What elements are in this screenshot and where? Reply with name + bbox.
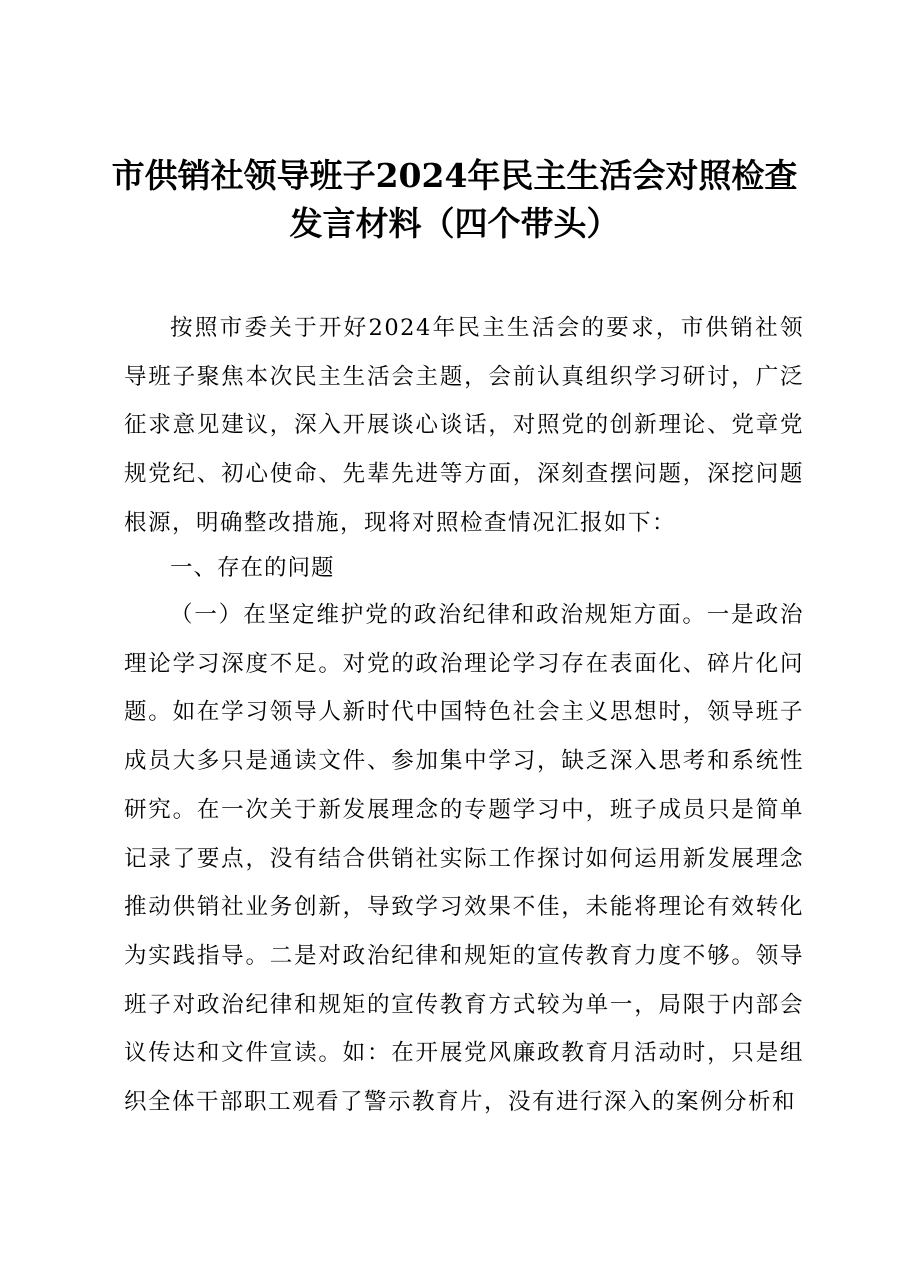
section-heading-problems: 一、存在的问题 [170, 555, 335, 581]
intro-paragraph: 按照市委关于开好2024年民主生活会的要求，市供销社领导班子聚焦本次民主生活会主题，会前认真组织学习研讨，广泛征求意见建议，深入开展谈心谈话，对照党的创新理论、党章党规党纪、初心使命、先辈先进等方面，深刻查摆问题，深挖问题根源，明确整改措施，现将对照检查情况汇报如下： [124, 315, 804, 536]
section1-paragraph: （一）在坚定维护党的政治纪律和政治规矩方面。一是政治理论学习深度不足。对党的政治理论学习存在表面化、碎片化问题。如在学习领导人新时代中国特色社会主义思想时，领导班子成员大多只是通读文件、参加集中学习，缺乏深入思考和系统性研究。在一次关于新发展理念的专题学习中，班子成员只是简单记录了要点，没有结合供销社实际工作探讨如何运用新发展理念推动供销社业务创新，导致学习效果不佳，未能将理论有效转化为实践指导。二是对政治纪律和规矩的宣传教育力度不够。领导班子对政治纪律和规矩的宣传教育方式较为单一，局限于内部会议传达和文件宣读。如：在开展党风廉政教育月活动时，只是组织全体干部职工观看了警示教育片，没有进行深入的案例分析和 [124, 602, 804, 1116]
document-title-line1: 市供销社领导班子2024年民主生活会对照检查 [111, 156, 798, 195]
document-title-line2: 发言材料（四个带头） [289, 204, 620, 243]
